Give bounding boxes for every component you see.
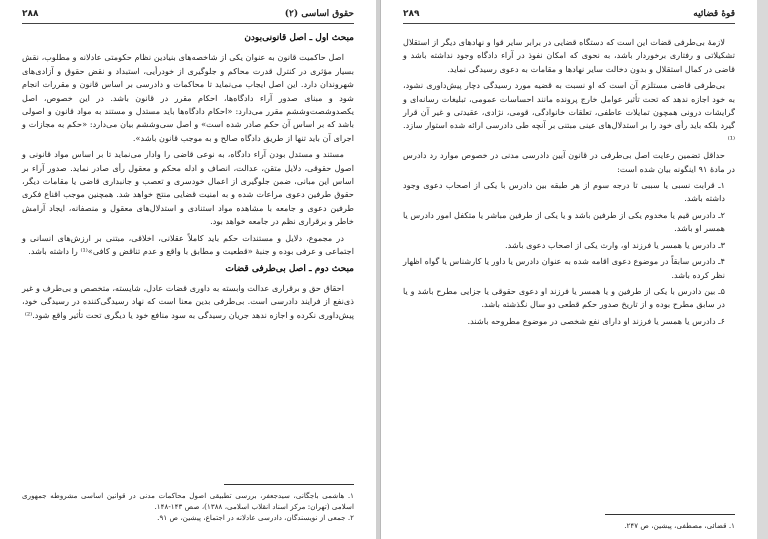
list-item: ۵ـ بین دادرس با یکی از طرفین و یا همسر یا فرزند او دعوی حقوقی یا جزایی مطرح باشد و یا در سابق مطرح بوده و از تاریخ صدور حکم قطعی دو سال نگذشته باشد. <box>403 285 725 310</box>
list-item: ۳ـ دادرس یا همسر یا فرزند او، وارث یکی از اصحاب دعوی باشد. <box>505 239 725 250</box>
footnote-rule <box>224 484 354 485</box>
footnote: ۱. هاشمی باجگانی، سیدجعفر، بررسی تطبیقی اصول محاکمات مدنی در قوانین اساسی مشروطه جمهوری اسلامی (تهران: مرکز اسناد انقلاب اسلامی، ۱۳۸۸)، صص ۱۴۳-۱۴۸. <box>22 491 354 511</box>
paragraph: حداقل تضمین رعایت اصل بی‌طرفی در قانون آیین دادرسی مدنی در خصوص موارد رد دادرس در مادهٔ ۹۱ اینگونه بیان شده است: <box>403 150 735 174</box>
footnote: ۱. قضائی، مصطفی، پیشین، ص ۲۴۷. <box>624 521 735 530</box>
paragraph: احقاق حق و برقراری عدالت وابسته به داوری قضات عادل، شایسته، متخصص و بی‌طرف و غیر ذی‌نفع از فرایند دادرسی است. بی‌طرفی بدین معنا است که نهاد رسیدگی‌کننده در رسیدگی خود، پیش‌داوری نکرده و اجازه ندهد جریان رسیدگی به سود منافع خود یا دیگری تحت تأثیر واقع شود.⁽²⁾ <box>22 282 354 320</box>
paragraph: در مجموع، دلایل و مستندات حکم باید کاملاً عقلانی، اخلاقی، مبتنی بر ارزش‌های انسانی و اجتماعی و عرفی بوده و جنبهٔ «قطعیت و مطابق با واقع و عدم تناقض و کافی»⁽¹⁾ را داشته باشد. <box>22 232 354 257</box>
list-item: ۱ـ قرابت نسبی یا سببی تا درجه سوم از هر طبقه بین دادرس با یکی از اصحاب دعوی وجود داشته باشد. <box>403 180 725 204</box>
left-footnotes <box>22 490 354 523</box>
right-body <box>403 36 735 328</box>
paragraph: مستند و مستدل بودن آراء دادگاه، به نوعی قاضی را وادار می‌نماید تا بر اساس مواد قانونی و اصول حقوقی، دلایل متقن، عدالت، انصاف و ادله محکم و معقول رأی صادر نماید. صدور آراء بر اساس این مبانی، ضمن جلوگیری از اعمال خودسری و تعصب و جانبداری قاضی یا مقامات دیگر، حقوق طرفین دعوی مراعات شده و به امنیت قضایی منتج خواهد شد. همچنین موجب اقناع فکری طرفین دعوی و جامعه با مشاهده مواد استنادی و استدلال‌های معقول و منصفانه، ایجاد آرامش خاطر و برقراری نظم در جامعه خواهد بود. <box>22 149 354 227</box>
list-item: ۲ـ دادرس قیم یا مخدوم یکی از طرفین باشد و یا یکی از طرفین مباشر یا متکفل امور دادرس یا همسر او باشد. <box>403 209 725 234</box>
paragraph: اصل حاکمیت قانون به عنوان یکی از شاخصه‌های بنیادین نظام حکومتی عادلانه و مطلوب، نقش بسیار مؤثری در کنترل قدرت محاکم و جلوگیری از خودرأیی، استبداد و نقض حقوق و آزادی‌های شهروندان دارد. این اصل ایجاب می‌نماید تا محاکمات و دادرسی بر اساس قانون و مقررات انجام شود و مبنای صدور آراء دادگاه‌ها، احکام مقرر در قانون باشد. در این خصوص، اصل یکصدوشصت‌وششم مقرر می‌دارد: «احکام دادگاه‌ها باید مستدل و مستند به مواد قانون و اصولی باشد که بر اساس آن حکم صادر شده است» و اصل سی‌وششم بیان می‌دارد: «حکم به مجازات و اجرای آن باید تنها از طریق دادگاه صالح و به موجب قانون باشد». <box>22 52 354 143</box>
left-running-header <box>22 8 354 24</box>
right-footnotes <box>403 520 735 531</box>
left-running-title: حقوق اساسی (۲) <box>284 9 354 19</box>
footnote: ۲. جمعی از نویسندگان، دادرسی عادلانه در اجتماع، پیشین، ص ۹۱. <box>157 513 354 522</box>
right-running-header <box>403 8 735 24</box>
section-heading: مبحث اول ـ اصل قانونی‌بودن <box>244 33 354 43</box>
list-item: ۴ـ دادرس سابقاً در موضوع دعوی اقامه شده به عنوان دادرس یا داور یا کارشناس یا گواه اظهار نظر کرده باشد. <box>403 256 725 280</box>
paragraph: لازمهٔ بی‌طرفی قضات این است که دستگاه قضایی در برابر سایر قوا و نهادهای دیگر از استقلال تشکیلاتی و رفتاری برخوردار باشد، به نحوی که امکان نفوذ در آراء دادگاه وجود نداشته باشد و قاضی در کمال استقلال و بدون دخالت سایر نهادها و مقامات به دعوی رسیدگی نماید. <box>403 37 735 74</box>
left-page <box>0 0 377 539</box>
right-page-number: ۲۸۹ <box>403 9 420 19</box>
paragraph: بی‌طرفی قاضی مستلزم آن است که او نسبت به قضیه مورد رسیدگی دچار پیش‌داوری نشود، به خود اجازه ندهد که تحت تأثیر عوامل خارج پرونده مانند احساسات عمومی، تبلیغات رسانه‌ای و گرایشات درونی همچون تمایلات عاطفی، تعلقات خانوادگی، قومی، نژادی، عقیدتی و غیر آن قرار گیرد بلکه باید رأی خود را بر استدلال‌های عینی مبتنی بر آنچه طی دادرسی ارائه شده استوار سازد.⁽¹⁾ <box>403 80 735 144</box>
left-page-number: ۲۸۸ <box>22 9 39 19</box>
list-item: ۶ـ دادرس یا همسر یا فرزند او دارای نفع شخصی در موضوع مطروحه باشند. <box>467 315 725 326</box>
section-heading: مبحث دوم ـ اصل بی‌طرفی قضات <box>225 263 354 274</box>
right-page <box>380 0 757 539</box>
footnote-rule <box>605 514 735 515</box>
left-body <box>22 32 354 322</box>
right-running-title: قوهٔ قضائیه <box>693 9 735 19</box>
